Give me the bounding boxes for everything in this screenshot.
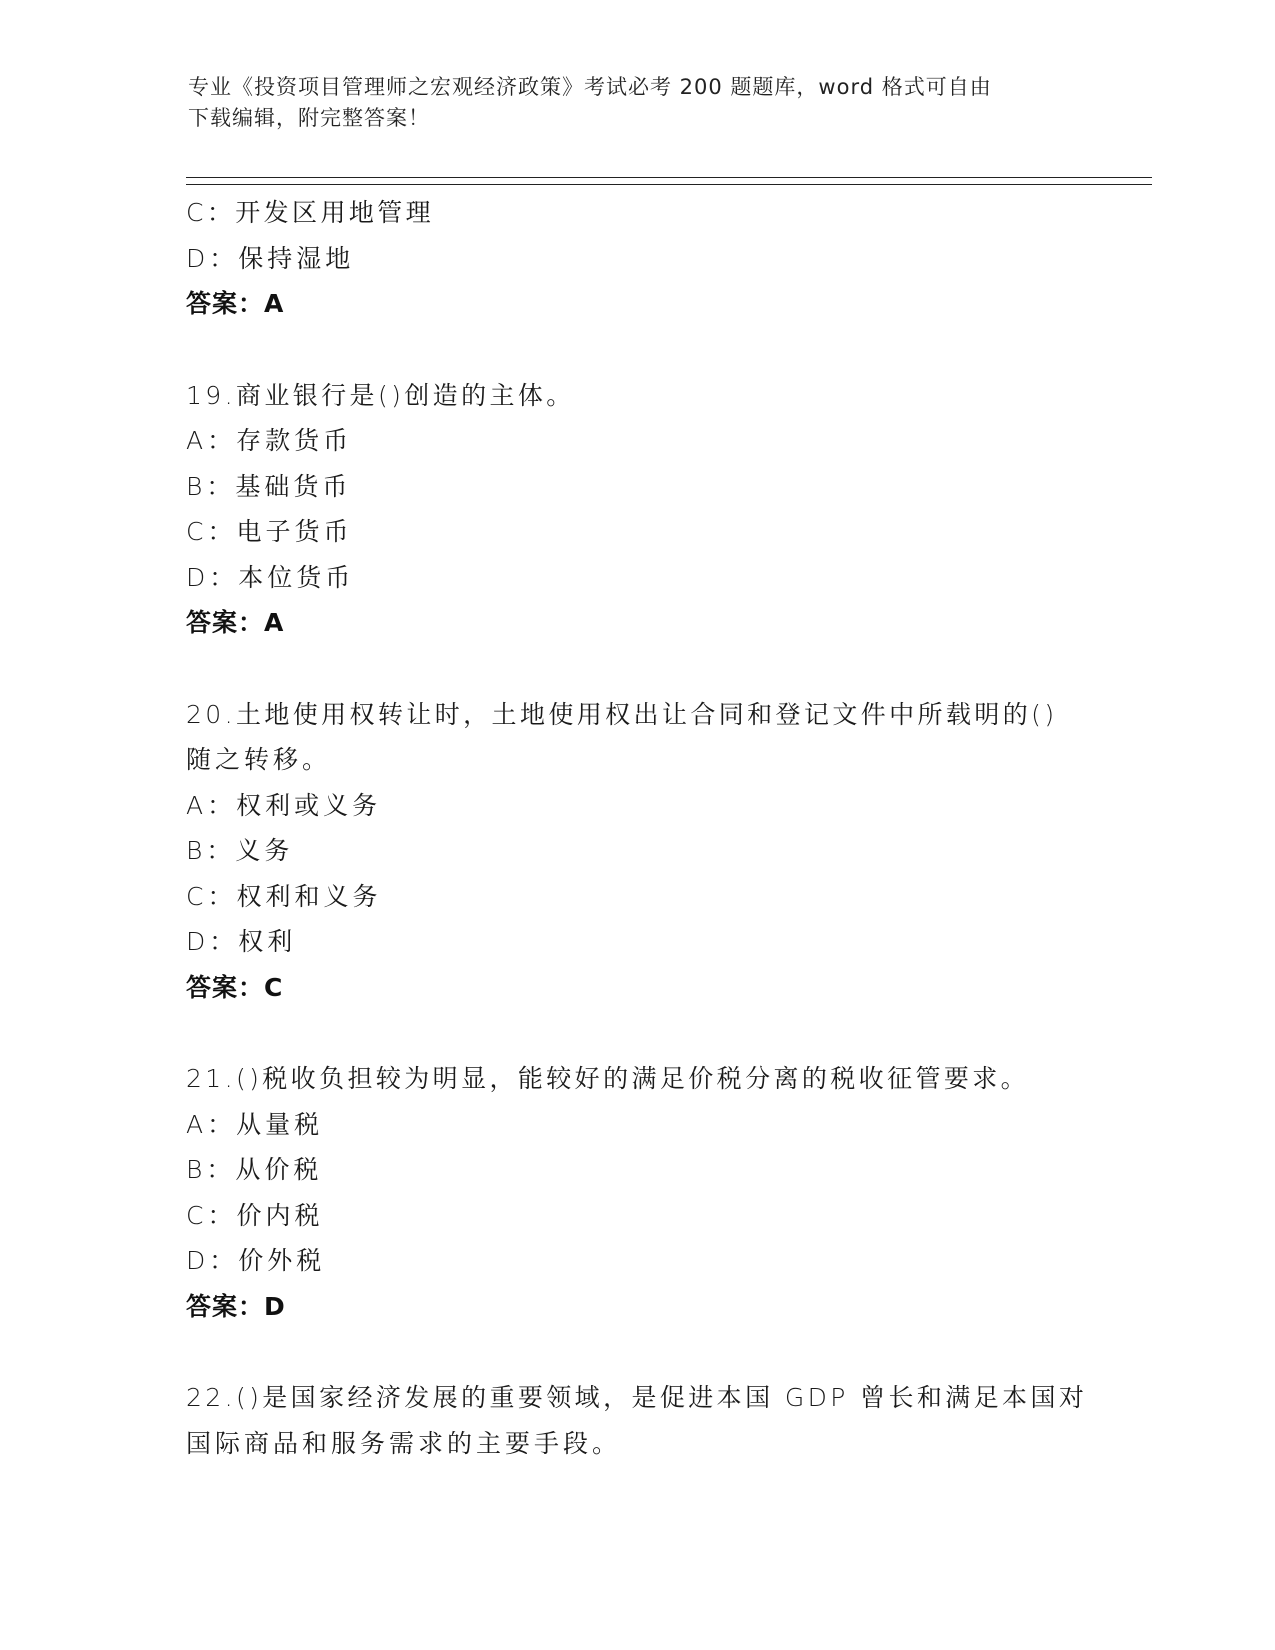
option-a: A：从量税 [186,1109,324,1139]
header-double-rule [186,177,1152,185]
question-19 [186,373,1086,646]
answer-line: 答案：D [186,1291,286,1321]
option-c: C：权利和义务 [186,881,382,911]
question-stem-continued: 随之转移。 [186,745,332,774]
option-b: B：从价税 [186,1155,323,1184]
option-d: D：本位货币 [186,562,355,592]
spacer [186,1329,1086,1375]
option-c: C：电子货币 [186,517,353,546]
document-header [188,72,1088,134]
option-d: D：保持湿地 [186,243,355,273]
question-22 [186,1375,1086,1466]
question-stem: 21.()税收负担较为明显，能较好的满足价税分离的税收征管要求。 [186,1064,1030,1093]
header-line-2: 下载编辑，附完整答案！ [188,106,430,130]
answer-line: 答案：A [186,608,285,637]
question-stem: 20.土地使用权转让时，土地使用权出让合同和登记文件中所载明的() [186,699,1058,729]
option-b: B：基础货币 [186,471,352,501]
question-stem: 22.()是国家经济发展的重要领域，是促进本国 GDP 曾长和满足本国对 [186,1383,1088,1412]
option-d: D：价外税 [186,1246,326,1275]
header-line-1: 专业《投资项目管理师之宏观经济政策》考试必考 200 题题库，word 格式可自由 [188,75,992,99]
spacer [186,646,1086,692]
answer-line: 答案：A [186,289,285,318]
option-d: D：权利 [186,927,297,956]
option-c: C：价内税 [186,1200,324,1230]
question-list [186,190,1086,1466]
spacer [186,1010,1086,1056]
question-21 [186,1056,1086,1329]
option-a: A：存款货币 [186,426,353,455]
answer-line: 答案：C [186,972,284,1002]
option-c: C：开发区用地管理 [186,198,435,227]
spacer [186,327,1086,373]
question-20 [186,692,1086,1011]
question-stem-continued: 国际商品和服务需求的主要手段。 [186,1428,622,1458]
option-b: B：义务 [186,836,294,865]
question-stem: 19.商业银行是()创造的主体。 [186,380,575,410]
question-18-tail [186,190,1086,327]
option-a: A：权利或义务 [186,790,382,820]
